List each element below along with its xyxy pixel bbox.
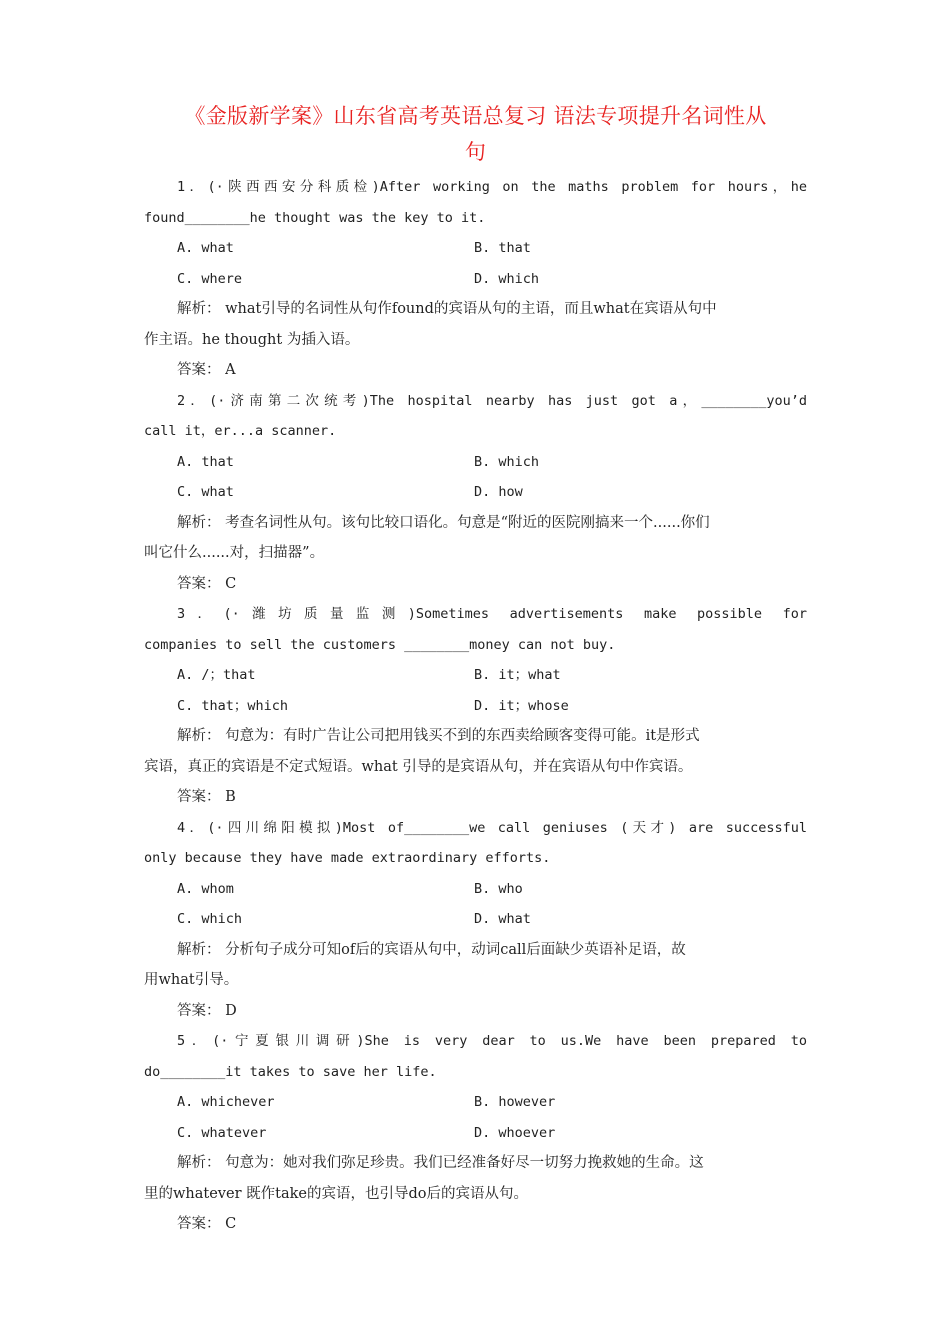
answer: 答案： C — [177, 1216, 237, 1232]
option-d: D. whoever — [474, 1124, 556, 1141]
answer: 答案： B — [177, 789, 236, 805]
option-c: C. what — [177, 484, 234, 500]
option-a: A. that — [177, 453, 234, 470]
option-d: D. it；whose — [474, 697, 569, 714]
option-b: B. it；what — [474, 667, 561, 683]
option-b: B. who — [474, 880, 523, 897]
option-d: D. what — [474, 911, 531, 927]
answer: 答案： D — [177, 1002, 237, 1019]
question-stem-line-1: 5．(·宁夏银川调研)She is very dear to us.We have been prepared to — [177, 1033, 807, 1049]
question-stem-line-1: 4．(·四川绵阳模拟)Most of________we call geniuses (天才) are successful — [177, 819, 807, 836]
options-row-1 — [144, 1087, 807, 1118]
question-5 — [144, 1026, 807, 1240]
option-a: A. what — [177, 240, 234, 256]
analysis-line-2: 叫它什么......对，扫描器”。 — [144, 545, 325, 561]
answer: 答案： A — [177, 362, 236, 378]
option-b: B. which — [474, 453, 540, 470]
options-row-2 — [144, 691, 807, 722]
question-stem-line-2: found________he thought was the key to it. — [144, 209, 486, 226]
options-row-2 — [144, 264, 807, 295]
option-c: C. whatever — [177, 1124, 267, 1141]
option-c: C. which — [177, 911, 243, 927]
question-stem-line-2: call it，er...a scanner. — [144, 423, 337, 439]
analysis-line-2: 用what引导。 — [144, 972, 239, 988]
analysis-line-1: 解析： 句意为：有时广告让公司把用钱买不到的东西卖给顾客变得可能。it是形式 — [177, 728, 700, 744]
options-row-2 — [144, 1118, 807, 1149]
analysis-line-1: 解析： 考查名词性从句。该句比较口语化。句意是“附近的医院刚搞来一个......你们 — [177, 514, 710, 531]
document-page — [144, 98, 807, 1240]
option-c: C. that；which — [177, 697, 289, 714]
question-stem-line-1: 2．(·济南第二次统考)The hospital nearby has just got a，________you’d — [177, 392, 807, 409]
options-row-2 — [144, 477, 807, 508]
question-1 — [144, 172, 807, 386]
options-row-1 — [144, 447, 807, 478]
title-line-2: 句 — [464, 140, 487, 164]
question-stem-line-2: do________it takes to save her life. — [144, 1063, 437, 1080]
options-row-1 — [144, 660, 807, 691]
option-a: A. /；that — [177, 667, 256, 683]
options-row-2 — [144, 904, 807, 935]
document-title — [144, 98, 807, 170]
question-stem-line-1: 1．(·陕西西安分科质检)After working on the maths problem for hours，he — [177, 179, 807, 195]
option-a: A. whichever — [177, 1094, 275, 1110]
option-d: D. how — [474, 484, 523, 500]
question-2 — [144, 386, 807, 600]
question-3 — [144, 599, 807, 813]
analysis-line-2: 里的whatever 既作take的宾语，也引导do后的宾语从句。 — [144, 1185, 528, 1202]
option-c: C. where — [177, 270, 243, 287]
options-row-1 — [144, 233, 807, 264]
question-stem-line-2: companies to sell the customers ________money can not buy. — [144, 636, 616, 653]
analysis-line-2: 作主语。he thought 为插入语。 — [144, 331, 360, 348]
answer: 答案： C — [177, 575, 237, 592]
analysis-line-1: 解析： 句意为：她对我们弥足珍贵。我们已经准备好尽一切努力挽救她的生命。这 — [177, 1155, 704, 1171]
question-stem-line-1: 3．(·潍坊质量监测)Sometimes advertisements make possible for — [177, 606, 807, 622]
question-4 — [144, 813, 807, 1027]
option-b: B. however — [474, 1094, 556, 1110]
analysis-line-1: 解析： 分析句子成分可知of后的宾语从句中，动词call后面缺少英语补足语，故 — [177, 941, 686, 958]
options-row-1 — [144, 874, 807, 905]
question-stem-line-2: only because they have made extraordinary efforts. — [144, 850, 551, 866]
title-line-1: 《金版新学案》山东省高考英语总复习 语法专项提升名词性从 — [184, 104, 767, 128]
analysis-line-1: 解析： what引导的名词性从句作found的宾语从句的主语，而且what在宾语从句中 — [177, 301, 717, 317]
option-d: D. which — [474, 270, 540, 287]
analysis-line-2: 宾语，真正的宾语是不定式短语。what 引导的是宾语从句，并在宾语从句中作宾语。 — [144, 758, 693, 775]
option-b: B. that — [474, 240, 531, 256]
option-a: A. whom — [177, 880, 234, 897]
